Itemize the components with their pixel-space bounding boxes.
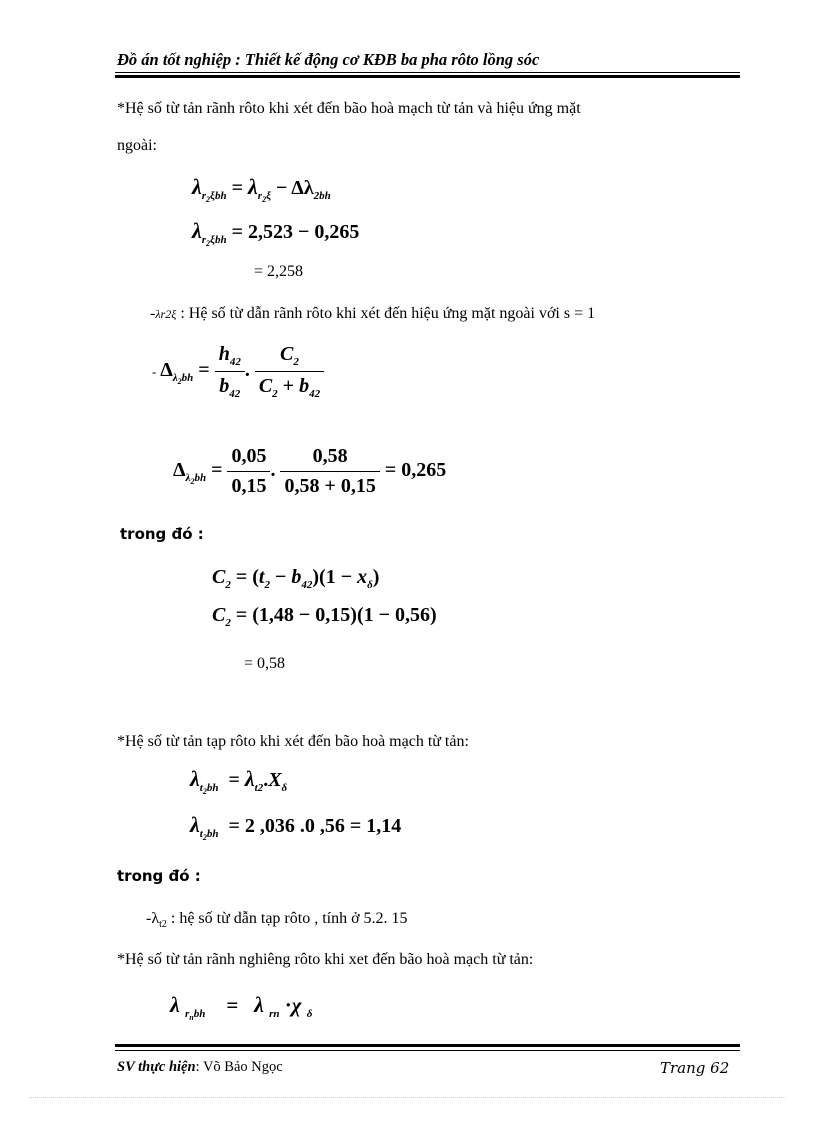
page-bottom-dotted-line bbox=[30, 1097, 786, 1098]
header-rule-thick bbox=[115, 75, 740, 78]
equation-lambda-r2-saturated: $\lambda_{r_2\xi bh} = \lambda_{r_2\xi} - \Delta\lambda_{2bh}$ bbox=[192, 174, 331, 205]
lambda-t2-value: 2 ,036 .0 ,56 = 1,14 bbox=[244, 815, 402, 837]
delta-formula-symbolic: - $\Delta_{\lambda_2bh}$ = $\frac{h_{42}}{b_{42}}$ . $\frac{C_2}{C_2 + b_{42}}$ bbox=[152, 343, 324, 400]
where-label-1: trong đó : bbox=[120, 525, 204, 543]
footer-author-name: : Võ Bảo Ngọc bbox=[195, 1059, 283, 1075]
equation-rhs: − Δλ bbox=[276, 177, 314, 199]
section1-heading-line1: *Hệ số từ tản rãnh rôto khi xét đến bão hoà mạch từ tản và hiệu ứng mặt bbox=[117, 100, 581, 117]
equation-lambda-r2-numeric: $\lambda_{r_2\xi bh} = 2,523 - 0,265$ bbox=[192, 218, 360, 249]
section1-heading-line2: ngoài: bbox=[117, 137, 157, 154]
delta-numeric-result: = 0,265 bbox=[384, 459, 447, 482]
footer-author bbox=[117, 1059, 283, 1076]
footer-page-number: Trang 62 bbox=[660, 1059, 730, 1077]
lambda-note-text: : Hệ số từ dẫn rãnh rôto khi xét đến hiệu ứng mặt ngoài với s = 1 bbox=[180, 305, 596, 322]
header-rule-thin bbox=[115, 72, 740, 73]
c2-formula: $C_2 = (t_2 - b_{42})(1 - x_\delta)$ bbox=[212, 566, 380, 591]
footer-author-label: SV thực hiện bbox=[117, 1059, 196, 1075]
equation-value: 2,523 − 0,265 bbox=[248, 221, 360, 243]
fraction-numeric-2 bbox=[280, 445, 379, 498]
footer-rule-thin bbox=[115, 1050, 740, 1051]
section2-heading: *Hệ số từ tản tạp rôto khi xét đến bão hoà mạch từ tản: bbox=[117, 733, 469, 750]
fraction-numeric-1 bbox=[227, 445, 270, 498]
equation-lambda-t2-symbolic: $\lambda_{t_2bh} = \lambda_{t2}.X_\delta$ bbox=[190, 766, 288, 797]
where-label-2: trong đó : bbox=[117, 867, 201, 885]
equation-lambda-t2-numeric: $\lambda_{t_2bh} = 2$ ,036 .0 ,56 = 1,14 bbox=[190, 812, 402, 843]
c2-numeric-value: (1,48 − 0,15)(1 − 0,56) bbox=[252, 604, 437, 626]
lambda-note-symbol: λr2ξ bbox=[155, 307, 177, 321]
c2-numeric: $C_2 = (1,48 - 0,15)(1 - 0,56)$ bbox=[212, 604, 437, 629]
c2-result: = 0,58 bbox=[244, 655, 286, 672]
fraction-numeric-1-den: 0,15 bbox=[231, 475, 267, 497]
footer-rule-thick bbox=[115, 1044, 740, 1047]
lambda-t2-note: $-\lambda_{t2}$ : hệ số từ dẫn tạp rôto , tính ở 5.2. 15 bbox=[146, 910, 408, 931]
equation-result: = 2,258 bbox=[254, 263, 304, 280]
section3-heading: *Hệ số từ tản rãnh nghiêng rôto khi xet đến bão hoà mạch từ tản: bbox=[117, 951, 534, 968]
lambda-note: -λr2ξ : Hệ số từ dẫn rãnh rôto khi xét đến hiệu ứng mặt ngoài với s = 1 bbox=[150, 305, 596, 322]
fraction-c-over-c-plus-b: $\frac{C_2}{C_2 + b_{42}}$ bbox=[255, 343, 324, 400]
fraction-numeric-2-num: 0,58 bbox=[280, 445, 379, 472]
delta-formula-numeric: $\Delta_{\lambda_2bh}$ = $\frac{0,05}{0,15}$ . $\frac{0,58}{0,58 + 0,15}$ = 0,265 bbox=[173, 445, 447, 497]
fraction-numeric-2-den: 0,58 + 0,15 bbox=[284, 475, 376, 497]
lambda-t2-note-text: : hệ số từ dẫn tạp rôto , tính ở 5.2. 15 bbox=[170, 910, 408, 927]
equation-lambda-rn-symbolic: λ $_{r_nbh}$ = λ $_{rn}$ ·χ $_\delta$ bbox=[170, 992, 313, 1023]
fraction-numeric-1-num: 0,05 bbox=[227, 445, 270, 472]
fraction-h-over-b: $\frac{h_{42}}{b_{42}}$ bbox=[215, 343, 245, 400]
delta-prefix: - bbox=[152, 364, 157, 380]
document-header-title: Đồ án tốt nghiệp : Thiết kế động cơ KĐB ba pha rôto lồng sóc bbox=[117, 50, 540, 69]
